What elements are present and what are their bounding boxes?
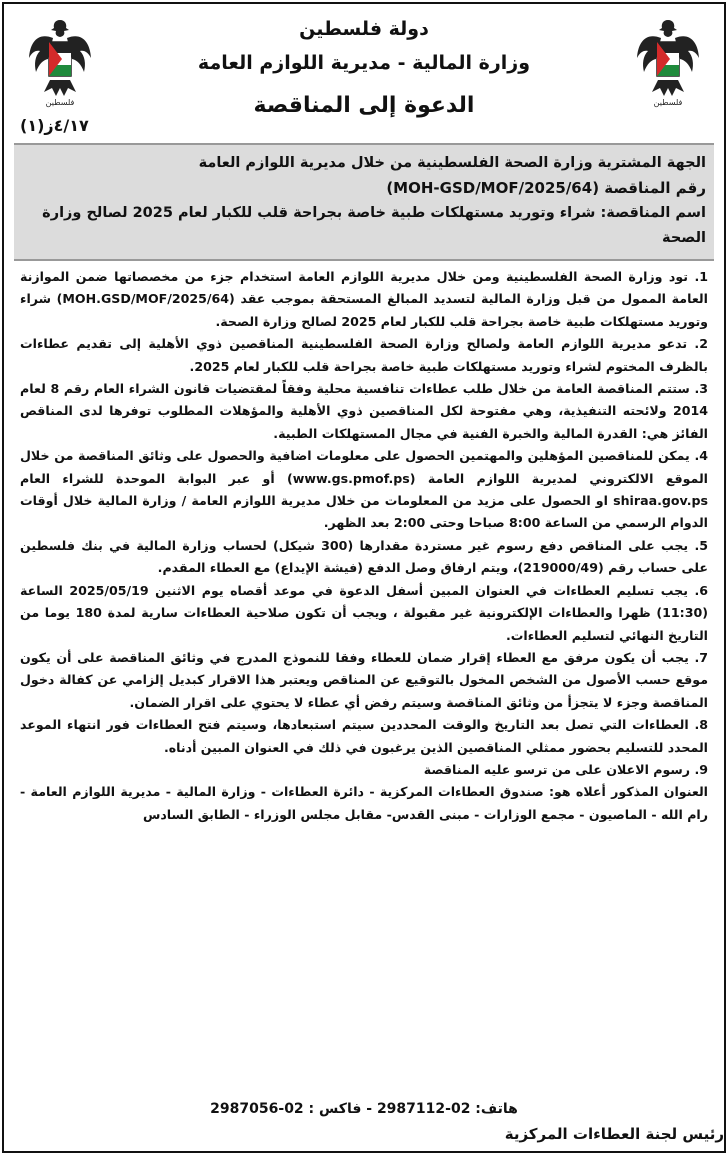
- contact-line: هاتف: 02-2987112 - فاكس : 02-2987056: [210, 1101, 518, 1117]
- clause-7: 7. يجب أن يكون مرفق مع العطاء إقرار ضمان للعطاء وفقا للنموذج المدرج في وثائق المناقصة على أن يكون موقع حسب الأصول من الشخص المخول بالتوقيع عن المناقص ويعتبر هذا الاقرار كبديل إلزامي عن كفالة دخول المناقصة وجزء لا يتجزأ من وثائق المناقصة وسيتم رفض أي عطاء لا يحتوي على اقرار الضمان.: [20, 649, 708, 710]
- tender-number: رقم المناقصة (MOH-GSD/MOF/2025/64): [386, 179, 706, 197]
- tender-info-band: [14, 143, 714, 261]
- clause-6: 6. يجب تسليم العطاءات في العنوان المبين أسفل الدعوة في موعد أقصاه يوم الاثنين 2025/05/19 الساعة (11:30) ظهرا والعطاءات الإلكترونية غير مقبولة ، ويجب أن تكون صلاحية العطاءات سارية لمدة 180 يوما من التاريخ النهائي لتسليم العطاءات.: [20, 582, 708, 643]
- buyer-line: الجهة المشترية وزارة الصحة الفلسطينية من خلال مديرية اللوازم العامة: [198, 155, 706, 171]
- clause-4: 4. يمكن للمناقصين المؤهلين والمهتمين الحصول على معلومات اضافية والحصول على وثائق المناقصة من خلال الموقع الالكتروني لمديرية اللوازم العامة (www.gs.pmof.ps) أو عبر البوابة الموحدة للشراء العام shiraa.gov.ps او الحصول على مزيد من المعلومات من خلال مديرية اللوازم العامة / وزارة المالية خلال أوقات الدوام الرسمي من الساعة 8:00 صباحا وحتى 2:00 بعد الظهر.: [20, 448, 708, 531]
- emblem-caption: فلسطين: [45, 98, 75, 107]
- emblem-caption: فلسطين: [653, 98, 683, 107]
- clause-1: 1. تود وزارة الصحة الفلسطينية ومن خلال مديرية اللوازم العامة استخدام جزء من مخصصاتها ضمن الموازنة العامة الممول من قبل وزارة المالية لتسديد المبالغ المستحقة بموجب عقد (MOH.GSD/MOF/2025/64) شراء وتوريد مستهلكات طبية خاصة بجراحة قلب للكبار لعام 2025 لصالح وزارة الصحة.: [20, 269, 708, 329]
- clause-2: 2. تدعو مديرية اللوازم العامة ولصالح وزارة الصحة الفلسطينية المناقصين ذوي الأهلية إلى تقديم عطاءات بالظرف المختوم لشراء وتوريد مستهلكات طبية خاصة بجراحة قلب للكبار لعام 2025.: [20, 336, 708, 374]
- clauses-list: [20, 266, 708, 826]
- address-paragraph: العنوان المذكور أعلاه هو: صندوق العطاءات المركزية - دائرة العطاءات - وزارة المالية - مديرية اللوازم العامة - رام الله - الماصيون - مجمع الوزارات - مبنى القدس- مقابل مجلس الوزراء - الطابق السادس: [20, 784, 708, 822]
- state-name: دولة فلسطين: [299, 18, 429, 40]
- clause-5: 5. يجب على المناقص دفع رسوم غير مستردة مقدارها (300 شيكل) لحساب وزارة المالية في بنك فلسطين على حساب رقم (219000/49)، ويتم ارفاق وصل الدفع (فيشة الإيداع) مع العطاء المقدم.: [20, 537, 708, 576]
- clause-8: 8. العطاءات التي تصل بعد التاريخ والوقت المحددين سيتم استبعادها، وسيتم فتح العطاءات فور انتهاء الموعد المحدد للتسليم بحضور ممثلي المناقصين الذين يرغبون في ذلك في العنوان المبين أدناه.: [20, 717, 708, 755]
- ministry-name: وزارة المالية - مديرية اللوازم العامة: [197, 52, 531, 74]
- clause-3: 3. ستتم المناقصة العامة من خلال طلب عطاءات تنافسية محلية وفقاً لمقتضيات قانون الشراء العام رقم 8 لعام 2014 ولائحته التنفيذية، وهي مفتوحة لكل المناقصين ذوي الأهلية والمؤهلات المطلوب توفرها لدى المناقص الفائز هي: القدرة المالية والخبرة الفنية في مجال المستهلكات الطبية.: [20, 381, 708, 441]
- tender-notice-page: [2, 2, 726, 1153]
- tender-name: اسم المناقصة: شراء وتوريد مستهلكات طبية خاصة بجراحة قلب للكبار لعام 2025 لصالح وزارة الصحة: [42, 205, 706, 246]
- signer-title: رئيس لجنة العطاءات المركزية: [504, 1125, 724, 1143]
- page-title: الدعوة إلى المناقصة: [253, 93, 475, 118]
- clause-9: 9. رسوم الاعلان على من ترسو عليه المناقصة: [423, 761, 708, 777]
- reference-number: (١)٤/١٧ز: [20, 116, 89, 135]
